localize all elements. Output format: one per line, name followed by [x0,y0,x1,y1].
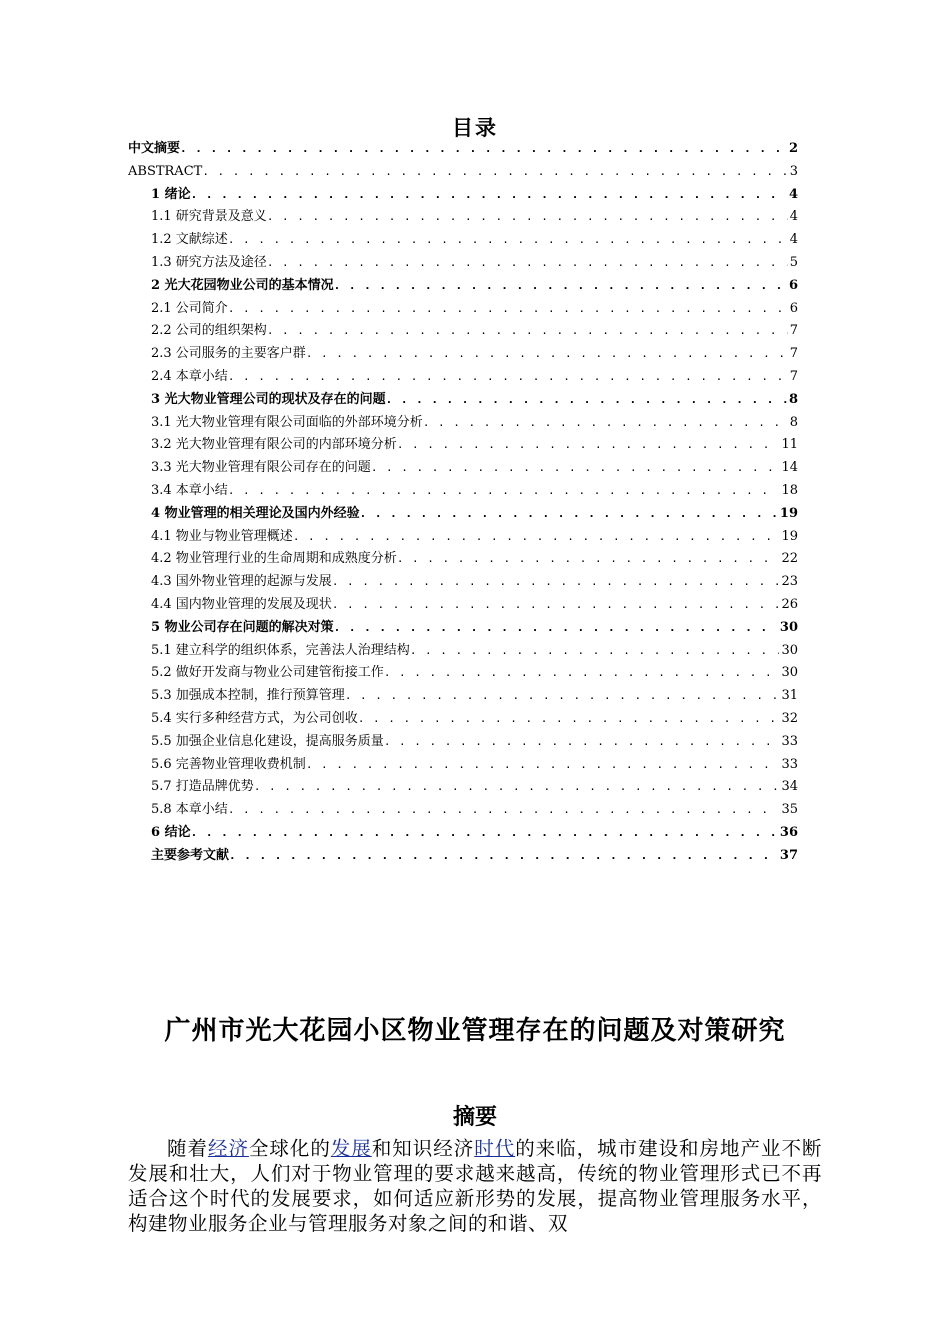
toc-entry-page: 14 [781,460,798,476]
toc-leader-dots [384,731,780,753]
toc-entry-page: 37 [779,847,798,863]
toc-leader-dots [360,503,778,525]
toc-entry-label: 5.8 本章小结 [151,802,228,818]
toc-entry-label: 5 物业公司存在问题的解决对策 [151,619,334,635]
toc-leader-dots [254,776,780,798]
toc-leader-dots [345,685,780,707]
toc-entry-label: 1.2 文献综述 [151,232,228,248]
toc-leader-dots [386,389,787,411]
toc-entry-page: 8 [788,391,798,407]
abstract-text: 和知识经济 [371,1137,475,1160]
toc-entry[interactable] [151,662,798,684]
toc-leader-dots [228,480,780,502]
toc-entry-page: 11 [781,437,798,453]
abstract-link[interactable]: 时代 [474,1137,516,1160]
document-title: 广州市光大花园小区物业管理存在的问题及对策研究 [164,1016,786,1046]
toc-leader-dots [358,708,780,730]
toc-entry[interactable] [151,845,798,867]
toc-entry[interactable] [151,594,798,616]
toc-leader-dots [228,799,780,821]
toc-leader-dots [228,298,788,320]
toc-leader-dots [397,548,780,570]
toc-entry[interactable] [151,799,798,821]
toc-leader-dots [371,457,780,479]
toc-entry-page: 33 [781,756,798,772]
toc-entry[interactable] [151,617,798,639]
toc-leader-dots [191,184,787,206]
toc-entry-label: 2.4 本章小结 [151,369,228,384]
toc-entry-page: 30 [781,665,798,681]
toc-entry[interactable] [151,708,798,730]
toc-entry-label: 6 结论 [151,825,191,840]
toc-entry-label: 3.3 光大物业管理有限公司存在的问题 [151,460,371,476]
toc-entry[interactable] [151,206,798,228]
abstract-link[interactable]: 经济 [207,1137,249,1160]
toc-leader-dots [332,594,780,616]
toc-entry-label: ABSTRACT [128,163,203,179]
toc-entry[interactable] [151,434,798,456]
toc-entry-page: 6 [788,277,798,293]
toc-entry-page: 19 [781,528,798,544]
toc-entry[interactable] [128,161,798,183]
toc-entry-page: 36 [779,825,798,840]
toc-entry[interactable] [151,184,798,206]
toc-leader-dots [180,138,787,160]
toc-entry[interactable] [151,754,798,776]
toc-entry-label: 4.2 物业管理行业的生命周期和成熟度分析 [151,551,397,567]
toc-entry[interactable] [151,252,798,274]
toc-entry-label: 2.1 公司简介 [151,300,228,316]
toc-entry-page: 26 [781,597,798,612]
toc-leader-dots [229,845,778,867]
toc-entry[interactable] [151,298,798,320]
toc-entry-label: 1.1 研究背景及意义 [151,209,267,225]
toc-entry-page: 2 [788,141,798,156]
toc-entry-page: 7 [789,323,798,339]
toc-entry-page: 31 [781,688,798,704]
toc-leader-dots [384,662,780,684]
toc-entry-page: 19 [779,505,798,521]
toc-entry-page: 34 [781,779,798,795]
toc-leader-dots [267,252,788,274]
toc-entry-page: 33 [781,733,798,749]
toc-entry-label: 2.2 公司的组织架构 [151,323,267,339]
toc-entry-label: 1 绪论 [151,186,191,202]
toc-leader-dots [410,640,780,662]
toc-entry-page: 30 [779,619,798,635]
toc-leader-dots [423,412,788,434]
toc-entry[interactable] [151,503,798,525]
toc-entry-label: 1.3 研究方法及途径 [151,255,267,270]
toc-entry-label: 主要参考文献 [151,847,230,863]
toc-entry-page: 32 [781,711,798,726]
toc-entry-label: 4.3 国外物业管理的起源与发展 [151,574,332,590]
abstract-link[interactable]: 发展 [330,1137,372,1160]
toc-entry-page: 7 [789,346,798,362]
toc-entry[interactable] [151,685,798,707]
toc-entry[interactable] [151,457,798,479]
toc-entry[interactable] [151,548,798,570]
toc-entry[interactable] [151,389,798,411]
toc-entry-label: 2 光大花园物业公司的基本情况 [151,277,334,293]
toc-entry-label: 4.4 国内物业管理的发展及现状 [151,597,332,612]
toc-entry-page: 23 [781,574,798,590]
toc-leader-dots [334,275,787,297]
abstract-body [128,1136,822,1236]
toc-entry-label: 3 光大物业管理公司的现状及存在的问题 [151,391,386,407]
toc-leader-dots [202,161,787,183]
abstract-text: 全球化的 [248,1137,331,1160]
toc-entry-page: 4 [789,232,798,248]
toc-entry[interactable] [151,366,798,388]
abstract-text: 的来临，城市建设和房地产业不断发展和壮大，人们对于物业管理的要求越来越高，传统的物业管理形式已不再适合这个时代的发展要求，如何适应新形势的发展，提高物业管理服务水平，构建物业服务企业与管理服务对象之间的和谐、双 [128,1137,822,1235]
toc-entry-label: 3.4 本章小结 [151,483,228,498]
toc-leader-dots [334,617,778,639]
toc-leader-dots [306,754,780,776]
toc-entry[interactable] [151,343,798,365]
toc-entry-page: 35 [781,802,798,818]
toc-leader-dots [332,571,780,593]
toc-entry[interactable] [151,822,798,844]
toc-entry-label: 5.4 实行多种经营方式，为公司创收 [151,711,358,726]
toc-entry[interactable] [151,480,798,502]
abstract-text: 随着 [167,1137,208,1160]
toc-entry-label: 3.2 光大物业管理有限公司的内部环境分析 [151,437,397,453]
toc-entry-label: 5.1 建立科学的组织体系，完善法人治理结构 [151,642,410,658]
toc-entry-page: 6 [789,300,798,316]
toc-entry[interactable] [151,229,798,251]
toc-entry[interactable] [151,275,798,297]
toc-entry-label: 5.2 做好开发商与物业公司建管衔接工作 [151,665,384,681]
toc-title: 目录 [452,115,498,140]
toc-entry-page: 4 [788,186,798,202]
toc-entry-page: 22 [781,551,798,567]
toc-entry-page: 7 [789,369,798,384]
toc-entry-page: 18 [781,483,798,498]
toc-entry[interactable] [151,571,798,593]
toc-leader-dots [397,434,780,456]
toc-entry-page: 5 [789,255,798,270]
toc-entry[interactable] [151,320,798,342]
toc-entry-page: 3 [789,163,798,179]
abstract-heading: 摘要 [452,1104,497,1130]
toc-entry[interactable] [151,776,798,798]
toc-entry-label: 5.6 完善物业管理收费机制 [151,756,306,772]
toc-entry-page: 30 [781,642,798,658]
toc-entry-label: 3.1 光大物业管理有限公司面临的外部环境分析 [151,414,423,430]
toc-leader-dots [306,343,788,365]
toc-entry-label: 4.1 物业与物业管理概述 [151,528,293,544]
toc-entry-label: 4 物业管理的相关理论及国内外经验 [151,505,360,521]
toc-entry[interactable] [151,640,798,662]
toc-entry[interactable] [151,526,798,548]
toc-entry-label: 5.7 打造品牌优势 [151,779,254,795]
toc-leader-dots [228,366,788,388]
toc-entry[interactable] [151,731,798,753]
toc-entry-label: 5.3 加强成本控制，推行预算管理 [151,688,345,704]
toc-leader-dots [293,526,780,548]
toc-entry[interactable] [128,138,798,160]
toc-entry-label: 中文摘要 [128,141,181,156]
toc-leader-dots [191,822,778,844]
toc-leader-dots [267,206,788,228]
toc-entry-page: 4 [789,209,798,225]
toc-leader-dots [228,229,788,251]
toc-leader-dots [267,320,788,342]
toc-entry-label: 2.3 公司服务的主要客户群 [151,346,306,362]
toc-entry[interactable] [151,412,798,434]
toc-entry-label: 5.5 加强企业信息化建设，提高服务质量 [151,733,384,749]
toc-entry-page: 8 [789,414,798,430]
